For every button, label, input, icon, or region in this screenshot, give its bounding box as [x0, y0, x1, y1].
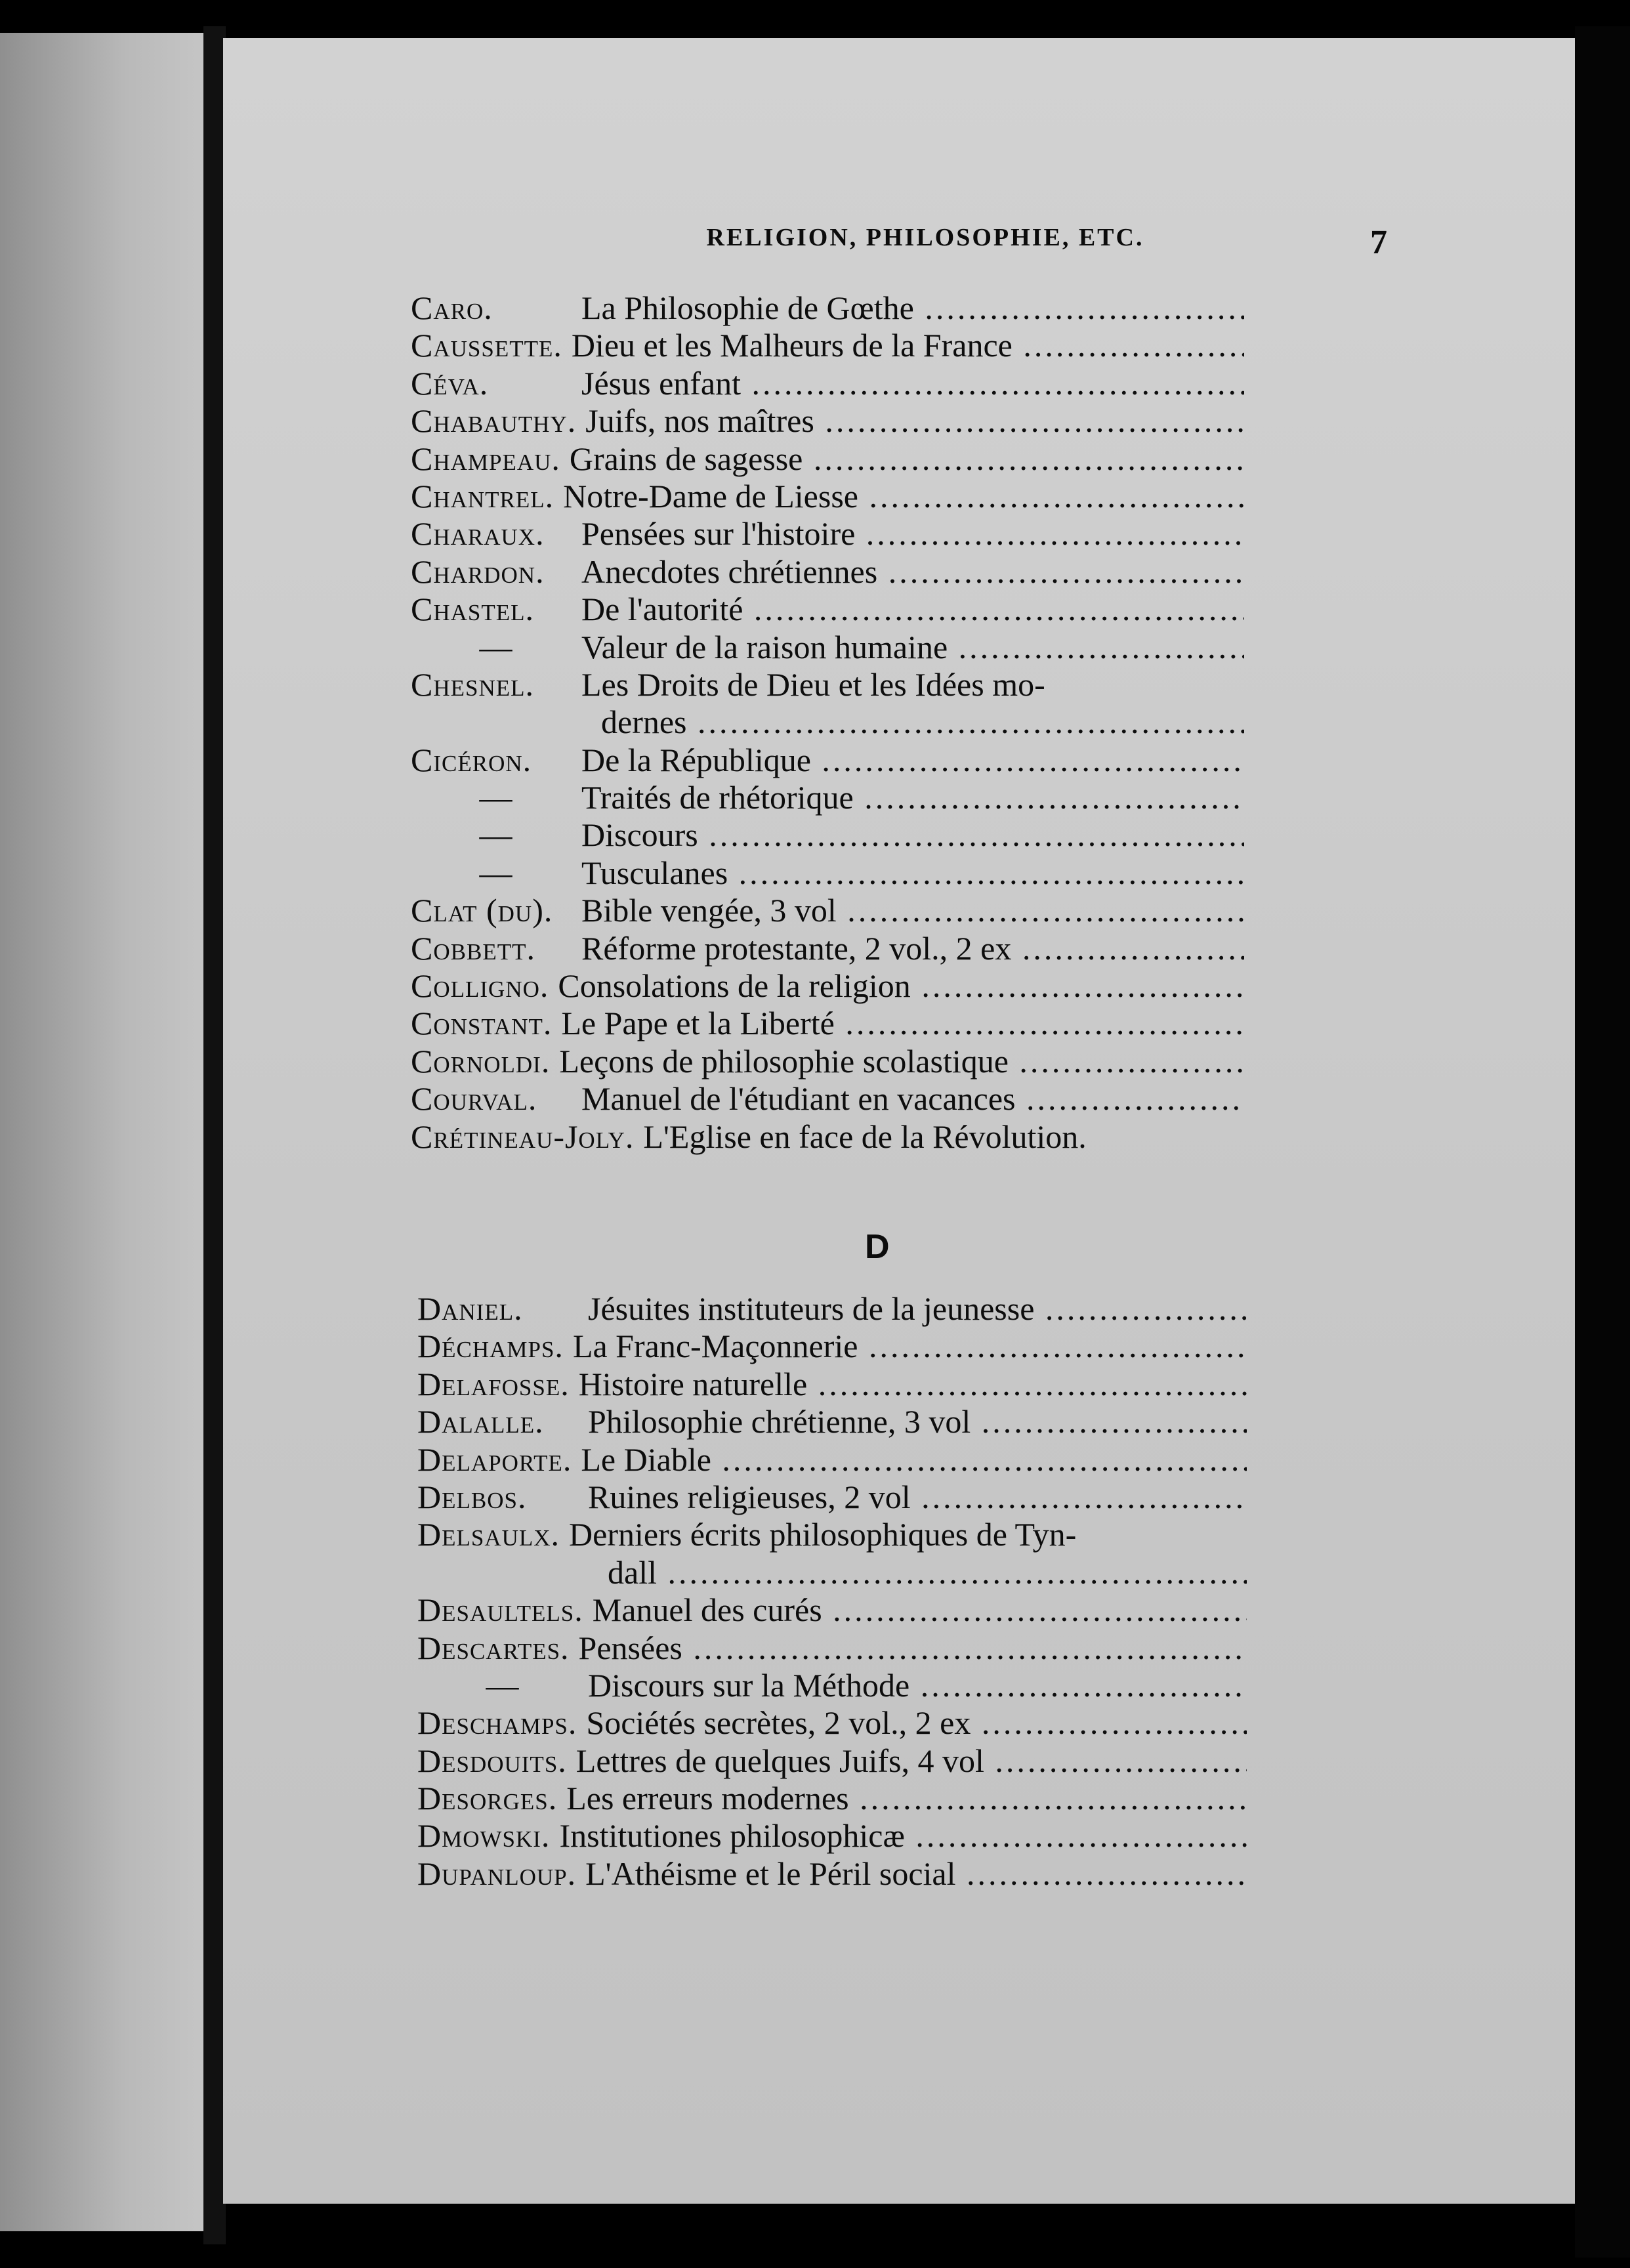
entry-author: Cobbett. [411, 929, 535, 967]
catalog-entry [417, 1779, 1247, 1816]
entry-title: L'Eglise en face de la Révolution. [643, 1118, 1087, 1155]
entry-author: Descartes. [417, 1629, 570, 1666]
entry-title: Discours ..... [581, 816, 1244, 854]
entries-c-list [411, 289, 1244, 1155]
entry-title: Bible vengée, 3 vol ..... [581, 891, 1244, 929]
catalog-entry [411, 289, 1244, 326]
entry-title: dernes ..... [411, 703, 1244, 741]
entry-author: Desdouits. [417, 1742, 567, 1779]
catalog-entry [417, 1591, 1247, 1628]
catalog-entry [417, 1440, 1247, 1478]
entry-title: Derniers écrits philosophiques de Tyn- [569, 1516, 1077, 1553]
catalog-entry [411, 854, 1244, 891]
entry-title: Valeur de la raison humaine ..... [581, 628, 1244, 666]
entry-title: Le Diable ..... [581, 1440, 1247, 1479]
entry-author: Delaporte. [417, 1440, 572, 1478]
catalog-entry [417, 1704, 1247, 1741]
entry-title: Leçons de philosophie scolastique ..... [559, 1042, 1244, 1080]
catalog-entry [411, 741, 1244, 778]
entry-author: Caro. [411, 289, 493, 326]
entry-author: Dmowski. [417, 1817, 551, 1855]
entry-author: Daniel. [417, 1290, 523, 1327]
ditto-dash: — [479, 628, 513, 665]
entry-title: Manuel de l'étudiant en vacances ..... [581, 1080, 1244, 1118]
entry-title: Pensées ..... [579, 1629, 1247, 1667]
entry-title: Ruines religieuses, 2 vol ..... [588, 1478, 1247, 1516]
entry-title: Histoire naturelle ..... [579, 1365, 1247, 1403]
entry-title: Les erreurs modernes ..... [566, 1779, 1247, 1817]
entry-title: La Philosophie de Gœthe ..... [581, 289, 1244, 327]
catalog-entry [411, 929, 1244, 967]
catalog-entry [411, 440, 1244, 477]
entries-d-list [417, 1290, 1247, 1892]
entry-title: Philosophie chrétienne, 3 vol ..... [588, 1402, 1247, 1440]
entry-author: Céva. [411, 364, 489, 402]
ditto-dash: — [479, 779, 513, 816]
entry-title: Institutiones philosophicæ ..... [559, 1816, 1247, 1855]
entry-author: Caussette. [411, 327, 562, 364]
running-header: RELIGION, PHILOSOPHIE, ETC. [706, 224, 1144, 251]
entry-title: Jésus enfant ..... [581, 364, 1244, 402]
entry-author: Desaultels. [417, 1591, 583, 1629]
catalog-entry [417, 1290, 1247, 1327]
entry-author: Charaux. [411, 515, 545, 553]
entry-author: Constant. [411, 1005, 553, 1042]
entry-author: Delbos. [417, 1478, 527, 1515]
entry-title: Les Droits de Dieu et les Idées mo- [581, 665, 1045, 703]
ditto-dash: — [479, 816, 513, 854]
entry-title: dall ..... [417, 1553, 1247, 1591]
catalog-entry [411, 816, 1244, 853]
entry-author: Champeau. [411, 440, 560, 477]
catalog-entry [417, 1553, 1247, 1591]
entry-author: Chantrel. [411, 477, 554, 514]
catalog-entry [417, 1515, 1247, 1553]
entry-title: De l'autorité ..... [581, 590, 1244, 628]
entry-author: Déchamps. [417, 1328, 564, 1365]
entry-title: Anecdotes chrétiennes ..... [581, 553, 1244, 591]
entry-title: Grains de sagesse ..... [570, 440, 1244, 478]
catalog-entry [417, 1816, 1247, 1854]
facing-page-edge [0, 33, 210, 2231]
entry-title: Réforme protestante, 2 vol., 2 ex ..... [581, 929, 1244, 967]
entry-title: Dieu et les Malheurs de la France ..... [572, 326, 1244, 364]
entry-author: Delsaulx. [417, 1516, 560, 1553]
entry-author: Chesnel. [411, 665, 535, 703]
catalog-entry [411, 891, 1244, 929]
entry-title: Juifs, nos maîtres ..... [585, 402, 1244, 440]
entry-author: Desorges. [417, 1780, 558, 1817]
entry-author: Chastel. [411, 591, 535, 628]
book-spine [203, 26, 226, 2244]
entry-author: Cicéron. [411, 741, 532, 778]
catalog-entry [417, 1855, 1247, 1892]
catalog-entry [411, 1080, 1244, 1117]
entry-author: Delafosse. [417, 1365, 570, 1402]
catalog-entry [411, 402, 1244, 439]
entry-title: De la République ..... [581, 741, 1244, 779]
section-letter: D [865, 1228, 890, 1266]
catalog-entry [417, 1478, 1247, 1515]
entry-title: Le Pape et la Liberté ..... [561, 1004, 1244, 1042]
catalog-entry [411, 364, 1244, 402]
entry-title: Notre-Dame de Liesse ..... [563, 477, 1244, 515]
page-edge-shadow [1575, 26, 1630, 2258]
catalog-entry [417, 1629, 1247, 1666]
page-number: 7 [1370, 224, 1387, 261]
catalog-entry [411, 665, 1244, 703]
entry-author: Clat (du). [411, 892, 553, 929]
entry-title: Tusculanes ..... [581, 854, 1244, 892]
entry-title: Manuel des curés ..... [593, 1591, 1247, 1629]
entry-title: Consolations de la religion ..... [558, 967, 1244, 1005]
catalog-entry [411, 477, 1244, 514]
entry-author: Crétineau-Joly. [411, 1118, 635, 1155]
ditto-dash: — [479, 854, 513, 891]
entry-author: Cornoldi. [411, 1042, 551, 1080]
catalog-entry [411, 1004, 1244, 1041]
entry-title: Discours sur la Méthode ..... [588, 1666, 1247, 1704]
catalog-entry [411, 326, 1244, 364]
entry-title: Jésuites instituteurs de la jeunesse ..... [588, 1290, 1247, 1328]
entry-title: Traités de rhétorique ..... [581, 778, 1244, 816]
catalog-entry [411, 703, 1244, 740]
catalog-entry [411, 967, 1244, 1004]
catalog-entry [411, 553, 1244, 590]
catalog-entry [411, 778, 1244, 816]
entry-title: Lettres de quelques Juifs, 4 vol ..... [576, 1742, 1247, 1780]
entry-author: Chabauthy. [411, 402, 577, 440]
catalog-entry [417, 1742, 1247, 1779]
catalog-entry [417, 1365, 1247, 1402]
entry-title: L'Athéisme et le Péril social ..... [585, 1855, 1247, 1893]
catalog-entry [411, 1042, 1244, 1080]
catalog-entry [411, 514, 1244, 552]
entry-title: Sociétés secrètes, 2 vol., 2 ex ..... [586, 1704, 1247, 1742]
entry-author: Courval. [411, 1080, 537, 1118]
entry-author: Chardon. [411, 553, 545, 590]
entry-author: Dupanloup. [417, 1855, 577, 1892]
entry-author: Deschamps. [417, 1704, 577, 1742]
ditto-dash: — [486, 1666, 520, 1704]
catalog-entry [411, 1118, 1244, 1155]
catalog-entry [417, 1666, 1247, 1704]
entry-author: Colligno. [411, 967, 549, 1005]
entry-title: Pensées sur l'histoire ..... [581, 514, 1244, 553]
catalog-entry [417, 1327, 1247, 1364]
catalog-entry [411, 628, 1244, 665]
entry-title: La Franc-Maçonnerie ..... [573, 1327, 1247, 1365]
entry-author: Dalalle. [417, 1403, 544, 1440]
catalog-entry [417, 1402, 1247, 1440]
catalog-entry [411, 590, 1244, 627]
